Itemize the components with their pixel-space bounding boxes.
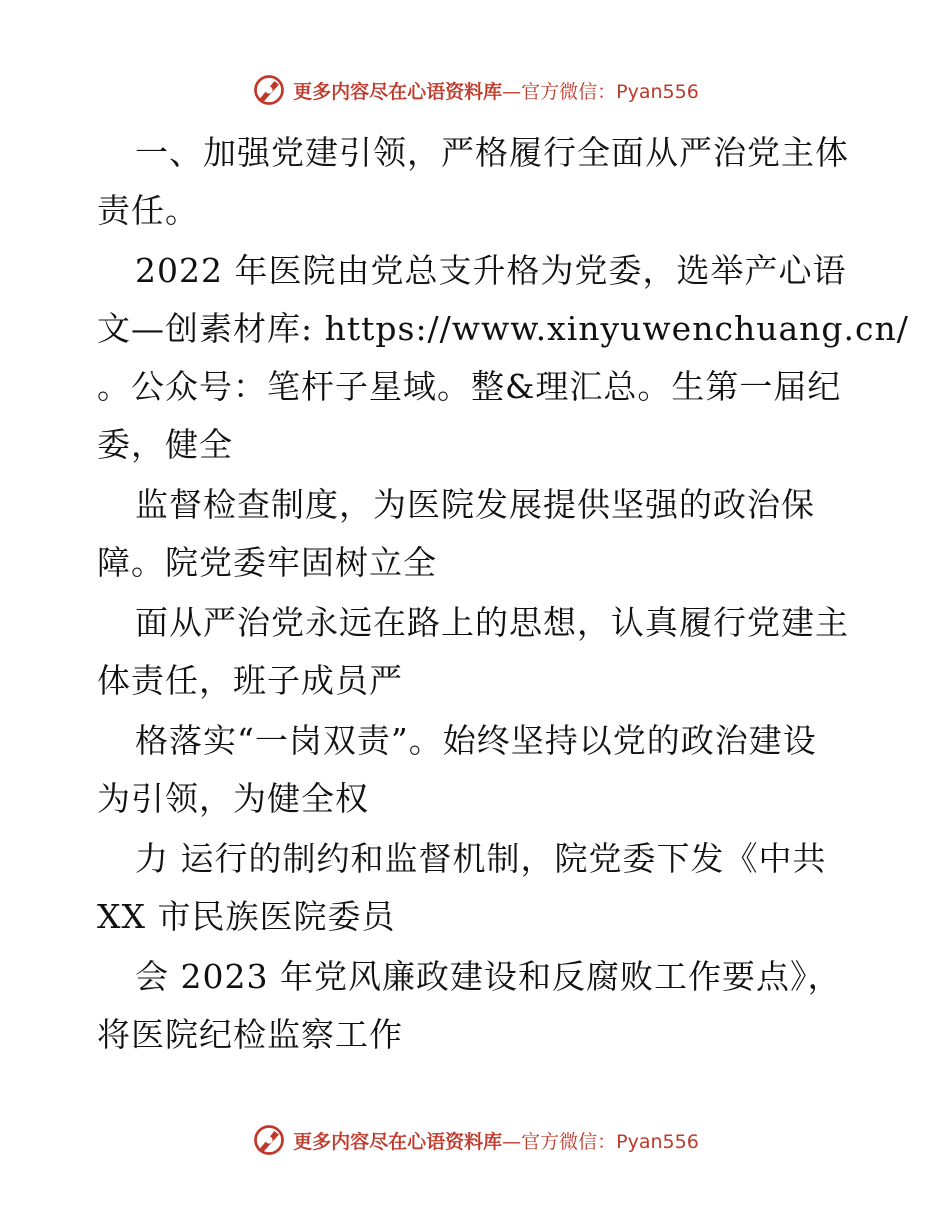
header-banner <box>0 70 950 110</box>
banner-wechat: 官方微信：Pyan556 <box>521 80 699 103</box>
paragraph-line: 将医院纪检监察工作 <box>97 1015 403 1054</box>
paragraph <box>97 594 857 710</box>
paragraph-line: 会 2023 年党风廉政建设和反腐败工作要点》， <box>135 957 842 996</box>
banner-wechat: 官方微信：Pyan556 <box>521 1130 699 1153</box>
paragraph-line: 力 运行的制约和监督机制，院党委下发《中共 <box>135 839 827 878</box>
banner-title: 更多内容尽在心语资料库 <box>293 80 503 103</box>
paragraph-line: 体责任，班子成员严 <box>97 661 403 700</box>
paragraph-line: 格落实“一岗双责”。始终坚持以党的政治建设 <box>135 721 817 760</box>
paragraph-line: 责任。 <box>97 191 199 230</box>
paragraph-line: 2022 年医院由党总支升格为党委，选举产心语 <box>135 251 847 290</box>
banner-title: 更多内容尽在心语资料库 <box>293 1130 503 1153</box>
paragraph <box>97 830 857 946</box>
paragraph-line: XX 市民族医院委员 <box>97 897 396 936</box>
paragraph <box>97 476 857 592</box>
paragraph-line: 面从严治党永远在路上的思想，认真履行党建主 <box>135 603 849 642</box>
pen-logo-icon <box>251 72 287 108</box>
document-body <box>97 124 909 1066</box>
paragraph <box>97 124 857 240</box>
banner-text <box>293 77 699 104</box>
footer-banner <box>0 1120 950 1160</box>
paragraph <box>97 712 857 828</box>
banner-separator: — <box>502 1130 522 1153</box>
paragraph-line: 障。院党委牢固树立全 <box>97 543 437 582</box>
paragraph-line: 一、加强党建引领，严格履行全面从严治党主体 <box>135 133 849 172</box>
pen-logo-icon <box>251 1122 287 1158</box>
banner-text <box>293 1127 699 1154</box>
paragraph <box>97 948 857 1064</box>
paragraph-line: 为引领，为健全权 <box>97 779 369 818</box>
paragraph-line: 文—创素材库: https://www.xinyuwenchuang.cn/ <box>97 309 909 348</box>
paragraph <box>97 242 909 474</box>
paragraph-line: 委，健全 <box>97 425 233 464</box>
banner-separator: — <box>502 80 522 103</box>
paragraph-line: 。公众号：笔杆子星域。整&理汇总。生第一届纪 <box>97 367 842 406</box>
paragraph-line: 监督检查制度，为医院发展提供坚强的政治保 <box>135 485 815 524</box>
